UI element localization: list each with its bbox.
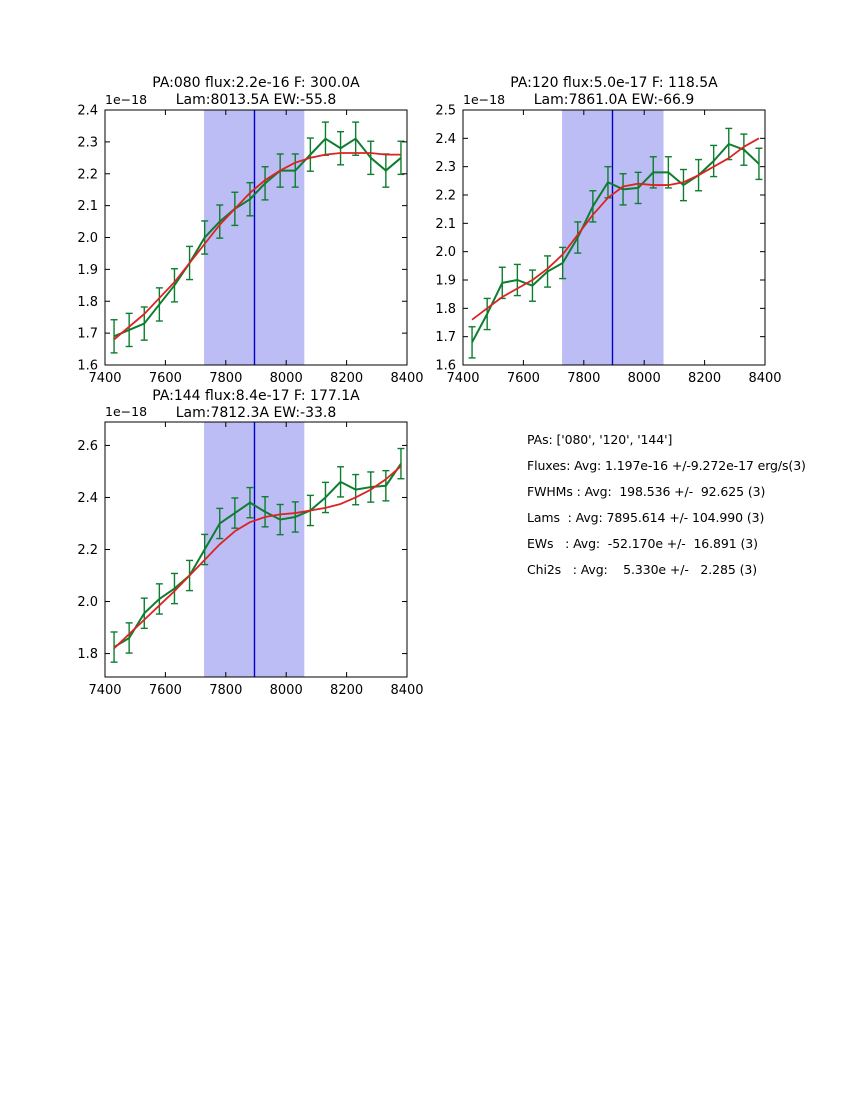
x-tick-label: 8000 [269, 683, 303, 698]
y-tick-label: 1.9 [77, 262, 98, 278]
x-tick-label: 8200 [688, 371, 722, 386]
y-tick-label: 2.1 [435, 216, 456, 232]
y-tick-label: 1.7 [77, 326, 98, 342]
x-tick-label: 8200 [330, 371, 364, 386]
summary-line-ews: EWs : Avg: -52.170e +/- 16.891 (3) [527, 536, 758, 551]
x-tick-label: 8400 [390, 371, 424, 386]
y-axis-offset-label: 1e−18 [105, 92, 148, 107]
summary-text-block [527, 430, 806, 586]
chart-3 [77, 388, 423, 698]
y-tick-label: 2.3 [77, 135, 98, 151]
chart-title-line2: Lam:7812.3A EW:-33.8 [175, 405, 337, 421]
y-axis-offset-label: 1e−18 [105, 404, 148, 419]
chart-title-line1: PA:120 flux:5.0e-17 F: 118.5A [510, 75, 718, 91]
chart-1 [77, 75, 423, 386]
y-tick-label: 1.8 [435, 301, 456, 317]
x-tick-label: 7800 [209, 683, 243, 698]
x-tick-label: 7800 [567, 371, 601, 386]
x-tick-label: 8200 [330, 683, 364, 698]
x-tick-label: 7600 [506, 371, 540, 386]
y-tick-label: 2.4 [77, 103, 98, 119]
x-tick-label: 8000 [269, 371, 303, 386]
summary-line-fluxes: Fluxes: Avg: 1.197e-16 +/-9.272e-17 erg/s(3) [527, 458, 806, 473]
y-tick-label: 1.8 [77, 294, 98, 310]
chart-title-line2: Lam:8013.5A EW:-55.8 [175, 92, 337, 108]
y-tick-label: 2.3 [435, 160, 456, 176]
y-tick-label: 2.4 [435, 131, 456, 147]
y-tick-label: 2.6 [77, 438, 98, 454]
y-tick-label: 2.2 [77, 543, 98, 558]
summary-line-chi2s: Chi2s : Avg: 5.330e +/- 2.285 (3) [527, 562, 757, 577]
x-tick-label: 7400 [88, 371, 122, 386]
y-tick-label: 2.0 [435, 245, 456, 261]
y-tick-label: 2.4 [77, 490, 98, 506]
x-tick-label: 7800 [209, 371, 243, 386]
y-tick-label: 2.0 [77, 595, 98, 611]
summary-line-fwhms: FWHMs : Avg: 198.536 +/- 92.625 (3) [527, 484, 766, 499]
chart-title-line1: PA:144 flux:8.4e-17 F: 177.1A [152, 388, 360, 404]
y-tick-label: 2.1 [77, 199, 98, 215]
y-tick-label: 2.2 [77, 167, 98, 183]
chart-2 [435, 75, 781, 386]
y-tick-label: 2.0 [77, 231, 98, 246]
x-tick-label: 8000 [627, 371, 661, 386]
x-tick-label: 7600 [148, 683, 182, 698]
y-tick-label: 1.6 [435, 358, 456, 374]
x-tick-label: 7600 [148, 371, 182, 386]
y-tick-label: 1.8 [77, 647, 98, 663]
chart-title-line2: Lam:7861.0A EW:-66.9 [533, 92, 695, 108]
chart-title-line1: PA:080 flux:2.2e-16 F: 300.0A [152, 75, 360, 91]
y-tick-label: 1.9 [435, 273, 456, 289]
x-tick-label: 7400 [446, 371, 480, 386]
x-tick-label: 7400 [88, 683, 122, 698]
y-tick-label: 1.7 [435, 330, 456, 346]
y-axis-offset-label: 1e−18 [463, 92, 506, 107]
x-tick-label: 8400 [748, 371, 782, 386]
y-tick-label: 2.5 [435, 103, 456, 119]
y-tick-label: 1.6 [77, 358, 98, 374]
x-tick-label: 8400 [390, 683, 424, 698]
y-tick-label: 2.2 [435, 188, 456, 204]
summary-line-lams: Lams : Avg: 7895.614 +/- 104.990 (3) [527, 510, 765, 525]
summary-line-pas: PAs: ['080', '120', '144'] [527, 432, 673, 447]
